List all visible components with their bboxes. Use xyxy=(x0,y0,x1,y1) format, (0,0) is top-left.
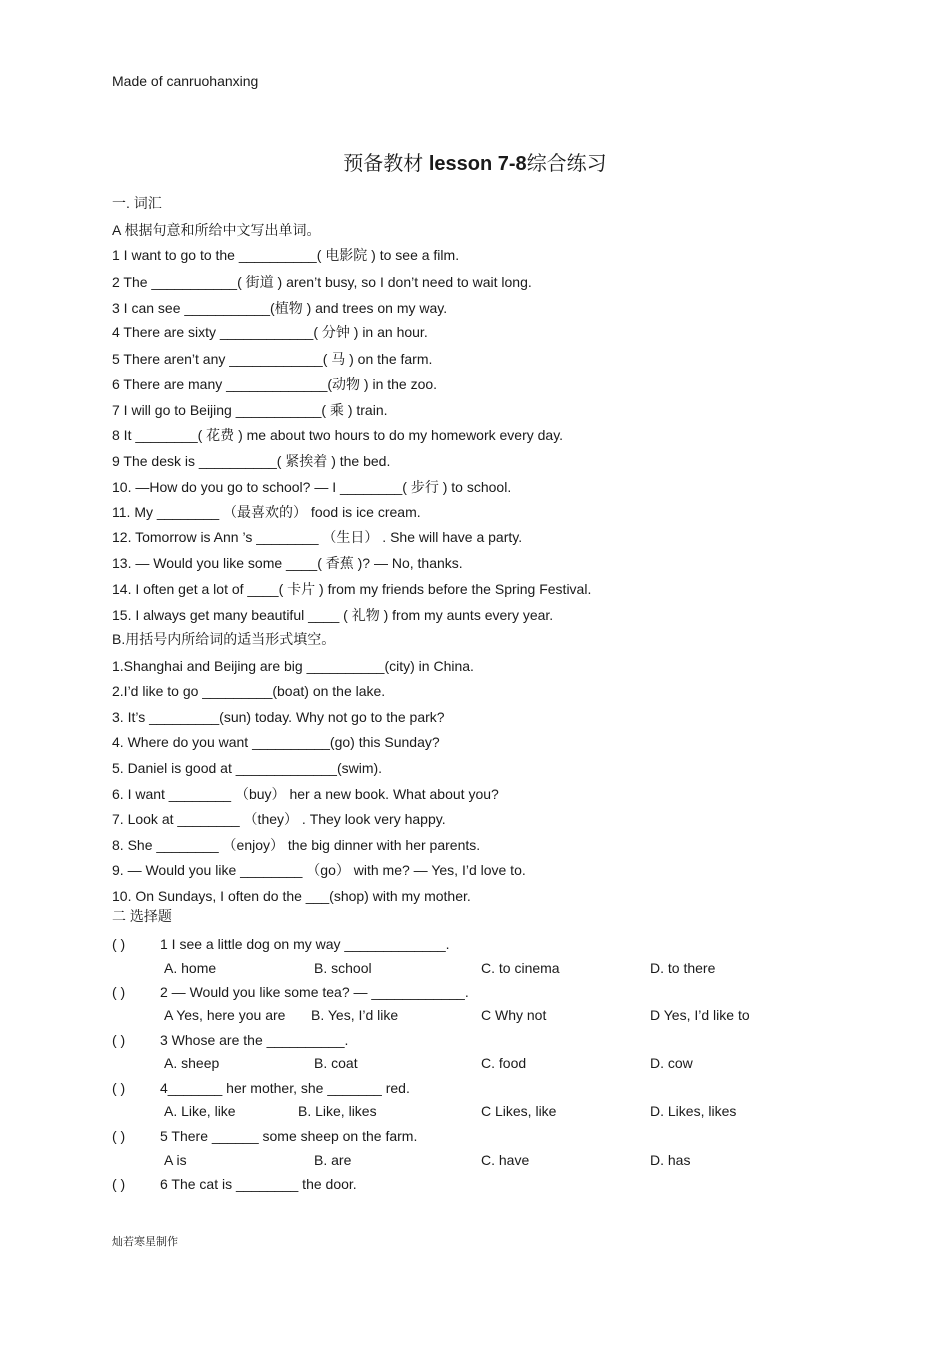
partA-item-8: 8 It ________( 花费 ) me about two hours to do my homework every day. xyxy=(112,427,564,443)
answer-paren: ( ) xyxy=(112,1080,126,1096)
partA-item-13: 13. — Would you like some ____( 香蕉 )? — No, thanks. xyxy=(112,555,463,571)
answer-paren: ( ) xyxy=(112,1032,126,1048)
answer-paren: ( ) xyxy=(112,984,126,1000)
partA-item-6: 6 There are many _____________(动物 ) in the zoo. xyxy=(112,376,438,392)
option-a: A. home xyxy=(164,960,217,976)
page-footer: 灿若寒星制作 xyxy=(112,1236,178,1248)
option-b: B. school xyxy=(314,960,372,976)
partA-item-3: 3 I can see ___________(植物 ) and trees on my way. xyxy=(112,300,448,316)
partB-item-1: 1.Shanghai and Beijing are big __________(city) in China. xyxy=(112,658,474,674)
question-stem: 3 Whose are the __________. xyxy=(160,1032,349,1048)
partA-item-2: 2 The ___________( 街道 ) aren’t busy, so I don’t need to wait long. xyxy=(112,274,532,290)
page-header: Made of canruohanxing xyxy=(112,73,259,89)
question-stem: 4_______ her mother, she _______ red. xyxy=(160,1080,410,1096)
option-b: B. Like, likes xyxy=(298,1103,377,1119)
question-stem: 1 I see a little dog on my way _____________. xyxy=(160,936,450,952)
partB-item-4: 4. Where do you want __________(go) this Sunday? xyxy=(112,734,440,750)
option-d: D. has xyxy=(650,1152,691,1168)
partB-item-9: 9. — Would you like ________ （go） with me? — Yes, I’d love to. xyxy=(112,862,526,878)
partB-item-2: 2.I’d like to go _________(boat) on the lake. xyxy=(112,683,386,699)
title-prefix: 预备教材 xyxy=(343,153,429,175)
partA-item-14: 14. I often get a lot of ____( 卡片 ) from my friends before the Spring Festival. xyxy=(112,581,592,597)
answer-paren: ( ) xyxy=(112,936,126,952)
question-stem: 5 There ______ some sheep on the farm. xyxy=(160,1128,418,1144)
option-a: A. sheep xyxy=(164,1055,220,1071)
partB-item-5: 5. Daniel is good at _____________(swim). xyxy=(112,760,383,776)
option-d: D. to there xyxy=(650,960,716,976)
option-b: B. Yes, I’d like xyxy=(311,1007,399,1023)
option-a: A is xyxy=(164,1152,187,1168)
option-c: C Likes, like xyxy=(481,1103,557,1119)
partA-item-10: 10. —How do you go to school? — I ________( 步行 ) to school. xyxy=(112,479,512,495)
partB-item-10: 10. On Sundays, I often do the ___(shop) with my mother. xyxy=(112,888,471,904)
partA-item-1: 1 I want to go to the __________( 电影院 ) to see a film. xyxy=(112,247,460,263)
answer-paren: ( ) xyxy=(112,1128,126,1144)
section1-heading: 一. 词汇 xyxy=(112,195,162,211)
partB-item-3: 3. It’s _________(sun) today. Why not go to the park? xyxy=(112,709,445,725)
partA-item-5: 5 There aren’t any ____________( 马 ) on the farm. xyxy=(112,351,433,367)
option-a: A. Like, like xyxy=(164,1103,236,1119)
title-suffix: 综合练习 xyxy=(526,153,607,175)
partA-item-7: 7 I will go to Beijing ___________( 乘 ) train. xyxy=(112,402,388,418)
title-lesson: lesson 7-8 xyxy=(428,153,527,175)
partA-item-11: 11. My ________ （最喜欢的） food is ice cream. xyxy=(112,504,421,520)
partB-item-8: 8. She ________ （enjoy） the big dinner with her parents. xyxy=(112,837,481,853)
option-c: C Why not xyxy=(481,1007,547,1023)
option-c: C. have xyxy=(481,1152,530,1168)
partA-item-12: 12. Tomorrow is Ann ’s ________ （生日） . She will have a party. xyxy=(112,529,523,545)
question-stem: 6 The cat is ________ the door. xyxy=(160,1176,357,1192)
option-a: A Yes, here you are xyxy=(164,1007,286,1023)
question-stem: 2 — Would you like some tea? — ____________. xyxy=(160,984,469,1000)
partA-instruction: A 根据句意和所给中文写出单词。 xyxy=(112,222,321,238)
partA-item-15: 15. I always get many beautiful ____ ( 礼物 ) from my aunts every year. xyxy=(112,607,554,623)
option-b: B. are xyxy=(314,1152,352,1168)
partA-item-4: 4 There are sixty ____________( 分钟 ) in an hour. xyxy=(112,324,428,340)
option-b: B. coat xyxy=(314,1055,358,1071)
partB-item-7: 7. Look at ________ （they） . They look very happy. xyxy=(112,811,446,827)
option-d: D Yes, I’d like to xyxy=(650,1007,750,1023)
partB-instruction: B.用括号内所给词的适当形式填空。 xyxy=(112,631,336,647)
option-c: C. to cinema xyxy=(481,960,560,976)
partA-item-9: 9 The desk is __________( 紧挨着 ) the bed. xyxy=(112,453,391,469)
answer-paren: ( ) xyxy=(112,1176,126,1192)
section2-heading: 二 选择题 xyxy=(112,908,172,924)
option-d: D. Likes, likes xyxy=(650,1103,737,1119)
page-title xyxy=(0,151,950,177)
option-c: C. food xyxy=(481,1055,527,1071)
partB-item-6: 6. I want ________ （buy） her a new book. What about you? xyxy=(112,786,499,802)
option-d: D. cow xyxy=(650,1055,693,1071)
